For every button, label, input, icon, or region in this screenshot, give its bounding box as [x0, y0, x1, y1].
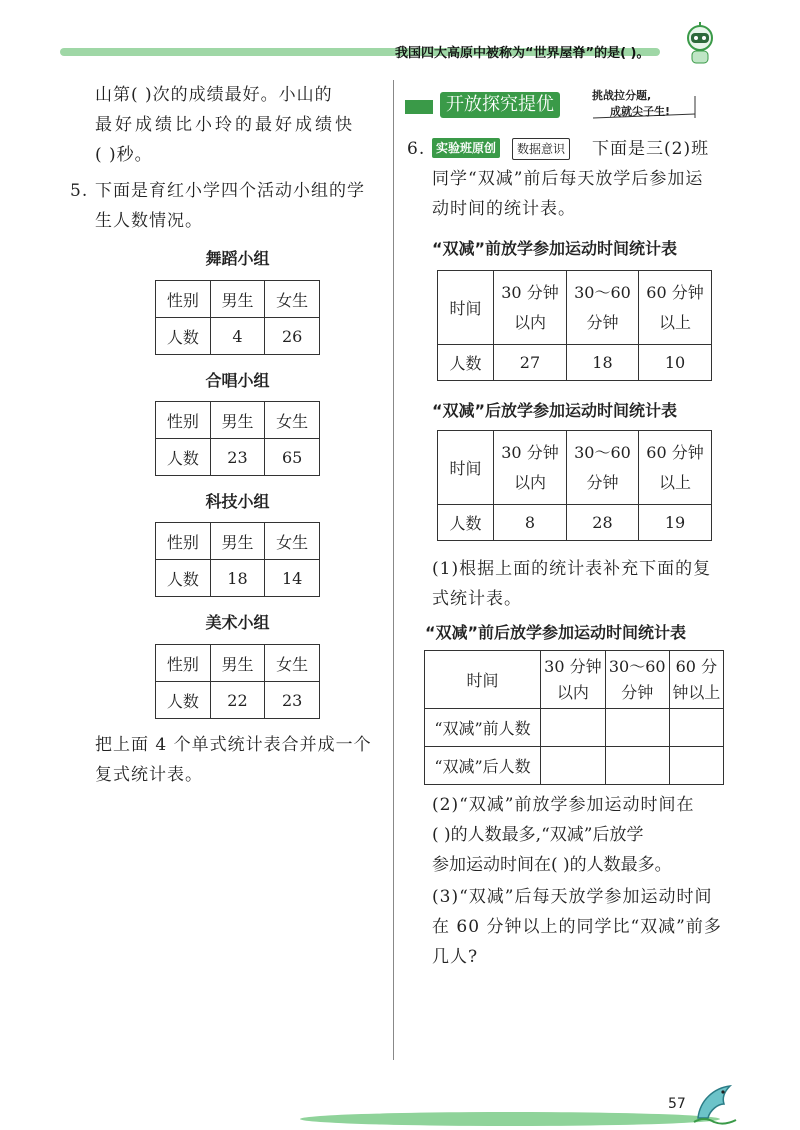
text-line: (1)根据上面的统计表补充下面的复	[432, 559, 712, 579]
table-art	[155, 644, 320, 719]
table-dance	[155, 280, 320, 355]
cell: 14	[265, 560, 320, 597]
cell-line: 分钟	[586, 312, 619, 332]
group-title-dance: 舞蹈小组	[205, 249, 270, 268]
text-line: 最好成绩比小玲的最好成绩快	[95, 115, 355, 135]
row-label: “双减”前人数	[425, 709, 541, 747]
cell-line: 分钟	[586, 472, 619, 492]
cell: 8	[494, 505, 567, 541]
text-line: (3)“双减”后每天放学参加运动时间	[432, 887, 713, 907]
table3-title: “双减”前后放学参加运动时间统计表	[425, 623, 687, 642]
answer-cell[interactable]	[605, 709, 669, 747]
cell: 30 分钟 以内	[494, 271, 567, 345]
cell: 女生	[265, 402, 320, 439]
table-tech	[155, 522, 320, 597]
text-line: 山第( )次的成绩最好。小山的	[95, 85, 333, 105]
cell: 30～60 分钟	[566, 431, 638, 505]
table-before	[437, 270, 712, 381]
q5-text	[95, 176, 385, 236]
cell-line: 以上	[659, 312, 692, 332]
text-line: 同学“双减”前后每天放学后参加运	[432, 169, 704, 189]
column-divider	[393, 80, 394, 1060]
text-line: ( )的人数最多,“双减”后放学	[432, 825, 644, 845]
cell: 人数	[438, 345, 494, 381]
cell: 10	[639, 345, 712, 381]
answer-cell[interactable]	[669, 747, 723, 785]
cell: 18	[210, 560, 265, 597]
cell: 30 分钟 以内	[494, 431, 567, 505]
cell: 时间	[438, 271, 494, 345]
cell-line: 以内	[513, 472, 546, 492]
page-number: 57	[668, 1096, 686, 1112]
cell: 男生	[210, 523, 265, 560]
cell	[605, 651, 669, 709]
cell: 人数	[156, 682, 211, 719]
table-combined	[424, 650, 724, 785]
corner-cell: 时间	[425, 651, 541, 709]
text-line: 把上面 4 个单式统计表合并成一个	[95, 735, 372, 755]
cell: 女生	[265, 523, 320, 560]
text-line: 在 60 分钟以上的同学比“双减”前多	[432, 917, 722, 937]
q6-text	[432, 164, 732, 224]
header-question: 我国四大高原中被称为“世界屋脊”的是( )。	[395, 46, 650, 61]
text-line: 几人?	[432, 947, 479, 967]
cell: 人数	[156, 439, 211, 476]
cell-line: 30 分钟	[544, 656, 602, 676]
group-title-art: 美术小组	[205, 613, 270, 632]
banner-slogan	[592, 88, 670, 120]
cell-line: 以内	[556, 682, 589, 702]
cell: 男生	[210, 402, 265, 439]
cell: 女生	[265, 281, 320, 318]
text-line: 动时间的统计表。	[432, 199, 576, 219]
cell: 28	[566, 505, 638, 541]
table2-title: “双减”后放学参加运动时间统计表	[432, 401, 678, 420]
tag-data-sense: 数据意识	[512, 138, 570, 160]
cell: 60 分钟 以上	[639, 271, 712, 345]
text-line: 复式统计表。	[95, 765, 203, 785]
cell: 女生	[265, 645, 320, 682]
cell	[541, 651, 606, 709]
table-choir	[155, 401, 320, 476]
merge-instruction	[95, 730, 385, 790]
answer-cell[interactable]	[669, 709, 723, 747]
cell: 23	[210, 439, 265, 476]
sub-question-3	[432, 882, 752, 972]
cell: 27	[494, 345, 567, 381]
sub-question-1	[432, 554, 732, 614]
cell: 60 分钟 以上	[639, 431, 712, 505]
text-line: 式统计表。	[432, 589, 522, 609]
cell: 22	[210, 682, 265, 719]
answer-cell[interactable]	[541, 709, 606, 747]
cell: 男生	[210, 645, 265, 682]
cell: 19	[639, 505, 712, 541]
tag-original: 实验班原创	[432, 138, 500, 158]
group-title-tech: 科技小组	[205, 492, 270, 511]
footer-bar	[300, 1112, 720, 1126]
cell: 人数	[156, 560, 211, 597]
row-label: “双减”后人数	[425, 747, 541, 785]
cell: 性别	[156, 281, 211, 318]
continued-text	[95, 80, 385, 170]
cell-line: 30～60	[608, 656, 666, 676]
cell-line: 以内	[513, 312, 546, 332]
cell: 性别	[156, 402, 211, 439]
robot-mascot-icon	[680, 22, 720, 68]
cell: 65	[265, 439, 320, 476]
cell: 时间	[438, 431, 494, 505]
cell: 18	[566, 345, 638, 381]
q6-text-line1: 下面是三(2)班	[592, 139, 710, 159]
cell: 人数	[156, 318, 211, 355]
cell-line: 60 分	[675, 656, 718, 676]
table1-title: “双减”前放学参加运动时间统计表	[432, 239, 678, 258]
cell	[669, 651, 723, 709]
text-line: ( )秒。	[95, 145, 153, 165]
text-line: 生人数情况。	[95, 211, 203, 231]
group-title-choir: 合唱小组	[205, 371, 270, 390]
slogan-line: 挑战拉分题,	[592, 89, 652, 102]
dolphin-icon	[690, 1080, 740, 1126]
cell-line: 分钟	[621, 682, 654, 702]
table-after	[437, 430, 712, 541]
sub-question-2	[432, 790, 752, 880]
cell: 性别	[156, 523, 211, 560]
text-line: 参加运动时间在( )的人数最多。	[432, 855, 672, 875]
text-line: (2)“双减”前放学参加运动时间在	[432, 795, 695, 815]
text-line: 下面是育红小学四个活动小组的学	[95, 181, 365, 201]
q5-number: 5.	[70, 181, 89, 201]
cell: 性别	[156, 645, 211, 682]
banner-title: 开放探究提优	[440, 92, 560, 118]
cell: 人数	[438, 505, 494, 541]
cell: 30～60 分钟	[566, 271, 638, 345]
cell: 4	[210, 318, 265, 355]
cell: 男生	[210, 281, 265, 318]
answer-cell[interactable]	[605, 747, 669, 785]
cell-line: 钟以上	[672, 682, 721, 702]
slogan-line: 成就尖子生!	[610, 105, 671, 118]
cell-line: 以上	[659, 472, 692, 492]
cell: 23	[265, 682, 320, 719]
answer-cell[interactable]	[541, 747, 606, 785]
cell: 26	[265, 318, 320, 355]
q6-number: 6.	[407, 139, 426, 159]
